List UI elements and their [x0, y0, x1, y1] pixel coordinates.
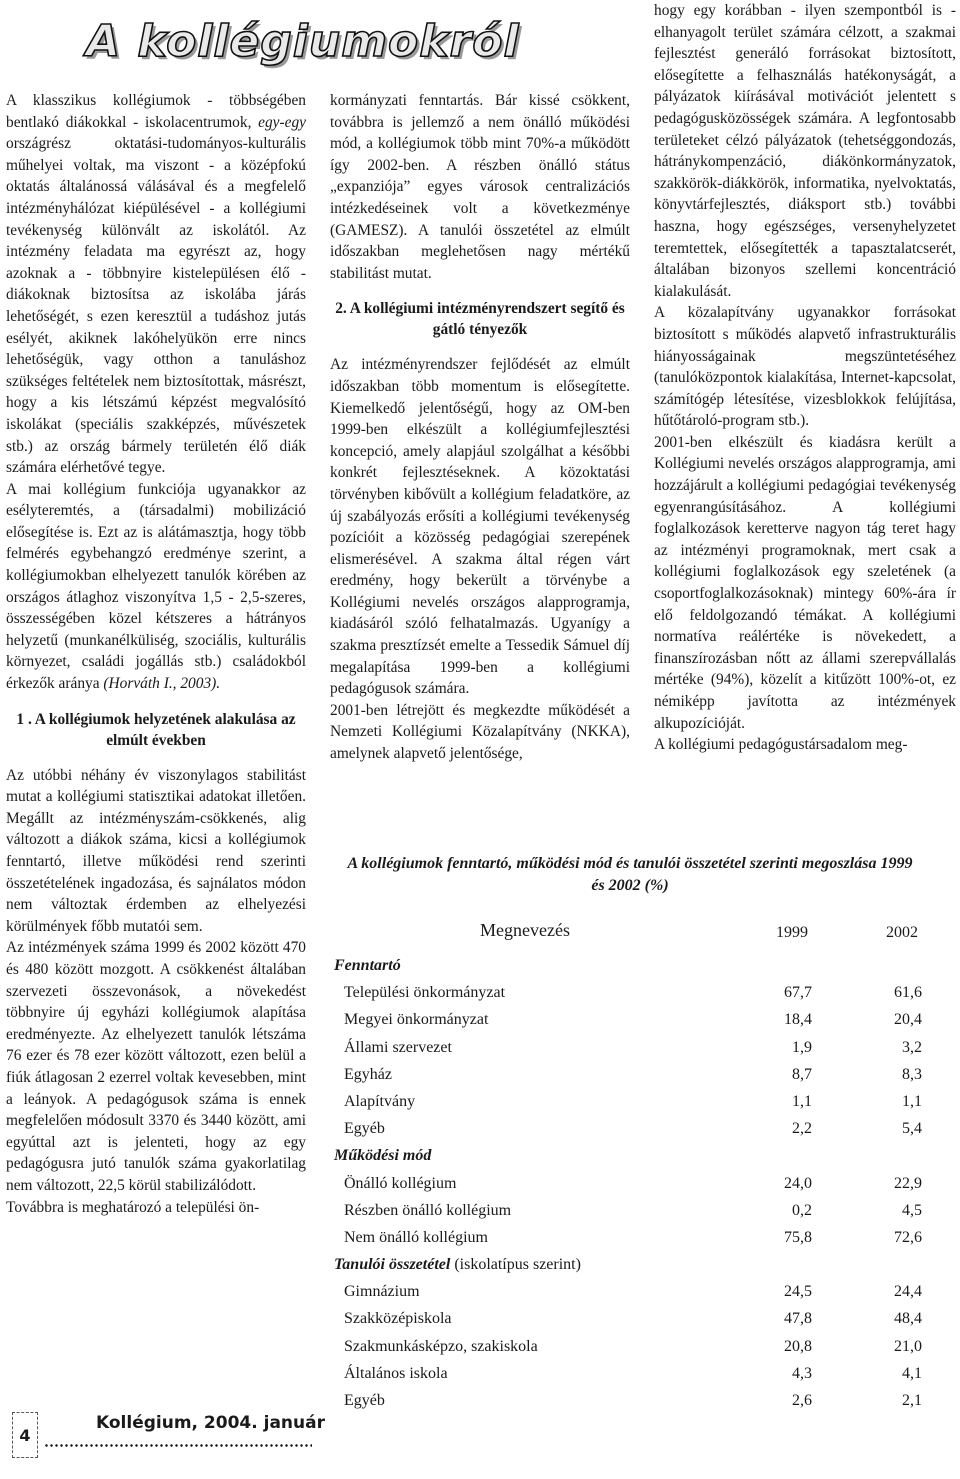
table-group-row: Fenntartó — [334, 957, 401, 974]
table-row: Részben önálló kollégium 0,2 4,5 — [344, 1201, 922, 1219]
table-row: Nem önálló kollégium 75,8 72,6 — [344, 1228, 922, 1246]
page-number: 4 — [12, 1412, 38, 1458]
table-row: Önálló kollégium 24,0 22,9 — [344, 1174, 922, 1192]
paragraph: kormányzati fenntartás. Bár kissé csökkent, továbbra is jellemző a nem önálló működési mód, a kollégiumok több mint 70%-a működött így 2002-ben. A részben önálló státus „expanziója” egyes városok centralizációs intézkedéseinek volt a következménye (GAMESZ). A tanulói összetétel az elmúlt időszakban meglehetősen nagy mértékű stabilitást mutat. — [330, 92, 630, 282]
table-row: Szakmunkásképzo, szakiskola 20,8 21,0 — [344, 1337, 922, 1355]
table-row: Gimnázium 24,5 24,4 — [344, 1283, 922, 1301]
header-cell: Megnevezés — [480, 920, 570, 940]
paragraph: 2001-ben létrejött és megkezdte működését a Nemzeti Kollégiumi Közalapítvány (NKKA), amelynek alapvető jelentősége, — [330, 701, 630, 763]
table-group-row: Működési mód — [334, 1147, 432, 1165]
table-group-row: Tanulói összetétel (iskolatípus szerint) — [334, 1256, 581, 1274]
paragraph: A kollégiumi pedagógustársadalom meg- — [654, 736, 908, 754]
paragraph: A közalapítvány ugyanakkor forrásokat biztosított s működés alapvető infrastrukturális hiányosságainak megszüntetéséhez (tanulóközpontok kialakítása, Internet-kapcsolat, számítógép létesítése, vizesblokkok felújítása, hűtőtároló-program stb.). — [654, 304, 956, 430]
table-row: Egyház 8,7 8,3 — [344, 1065, 922, 1083]
column-1 — [6, 90, 306, 1218]
paragraph: A mai kollégium funkciója ugyanakkor az esélyteremtés, a (társadalmi) mobilizáció elősegítése is. Ezt az is alátámasztja, hogy több felmérés egybehangzó eredménye szerint, a kollégiumokban elhelyezett tanulók körében az országos átlaghoz viszonyítva 1,5 - 2,5-szeres, összességében közel kétszeres a hátrányos helyzetű (munkanélküliség, szociális, kulturális környezet, családi jogállás stb.) családokból érkezők aránya (Horváth I., 2003). — [6, 480, 306, 693]
table-row: Megyei önkormányzat 18,4 20,4 — [344, 1011, 922, 1029]
paragraph: 2001-ben elkészült és kiadásra került a Kollégiumi nevelés országos alapprogramja, ami hozzájárult a kollégiumi pedagógiai tevékenység egyenrangúsításához. A kollégiumi foglalkozások keretterve nagyon tág teret hagy az intézményi programoknak, mert csak a kollégiumi foglalkozások egy szeletének (a csoportfoglalkozásoknak) mintegy 60%-ára ír elő feldolgozandó témákat. A kollégiumi normatíva reálértéke is növekedett, a finanszírozásban nőtt az állami szerepvállalás mértéke (94%), közelít a kitűzött 100%-ot, ez némiképp javította az intézmények alkupozícióját. — [654, 433, 956, 732]
paragraph: Az intézményrendszer fejlődését az elmúlt időszakban több momentum is elősegítette. Kiemelkedő jelentőségű, hogy az OM-ben 1999-ben elkészült a kollégiumfejlesztési koncepció, amely alapjául szolgálhat a későbbi konkrét fejlesztéseknek. A közoktatási törvényben kibővült a kollégium feladatköre, az új szabályozás erősíti a kollégiumi tevékenység pozícióit a közösség pedagógiai szerepének elismerésével. A szakma által régen várt eredmény, hogy bekerült a törvénybe a Kollégiumi nevelés országos alapprogramja, kiadásáról szóló felhatalmazás. Ugyanígy a szakma presztízsét emelte a Tessedik Sámuel díj megalapítása 1999-ben a kollégiumi pedagógusok számára. — [330, 356, 630, 698]
paragraph: Az intézmények száma 1999 és 2002 között 470 és 480 között mozgott. A csökkenést általában szervezeti összevonások, a növekedést többnyire új egyházi kollégiumok alapítása eredményezte. Az elhelyezett tanulók létszáma 76 ezer és 78 ezer között változott, ezen belül a fiúk átlagosan 2 ezerrel voltak kevesebben, mint a leányok. A pedagógusok száma is ennek megfelelően módosult 3370 és 3440 között, ami egyúttal azt is jelenteti, hogy az egy pedagógusra jutó tanulók száma gyakorlatilag nem változott, 22,5 körül stabilizálódott. — [6, 939, 306, 1194]
paragraph: A klasszikus kollégiumok - többségében bentlakó diákokkal - iskolacentrumok, egy-egy országrész oktatási-tudományos-kulturális műhelyei voltak, ma viszont - a középfokú oktatás általánossá válásával és a megfelelő intézményhálózat kiépülésével - a kollégiumi tevékenység különvált az iskolától. Az intézmény feladata ma egyrészt az, hogy azoknak a - többnyire kistelepülésen élő - diákoknak biztosítsa az iskolába járás lehetőségét, s ezen keresztül a tudáshoz jutás esélyét, akiknek lakóhelyükön erre nincs lehetőségük, vagy otthon a tanuláshoz szükséges feltételek nem biztosítottak, másrészt, hogy a kis létszámú képzést megvalósító iskolákat (speciális szakképzés, művészetek stb.) az ország bármely területén élő diák számára elérhetővé tegye. — [6, 92, 306, 477]
table-row: Alapítvány 1,1 1,1 — [344, 1092, 922, 1110]
table-row: Általános iskola 4,3 4,1 — [344, 1364, 922, 1382]
paragraph: Az utóbbi néhány év viszonylagos stabilitást mutat a kollégiumi statisztikai adatokat illetően. Megállt az intézményszám-csökkenés, alig változott a diákok száma, kicsi a kollégiumok fenntartó, illetve működési rend szerinti összetételének ingadozása, és sajnálatos módon nem változtak érdemben az elhelyezési körülmények főbb mutatói sem. — [6, 766, 306, 935]
section-heading-2: 2. A kollégiumi intézményrendszert segítő és gátló tényezők — [335, 300, 625, 339]
stats-table — [330, 918, 930, 1414]
header-cell: 2002 — [886, 924, 918, 941]
header-cell: 1999 — [776, 924, 808, 941]
table-header — [330, 918, 930, 952]
table-row: Szakközépiskola 47,8 48,4 — [344, 1310, 922, 1328]
table-row: Egyéb 2,6 2,1 — [344, 1392, 922, 1409]
table-row: Egyéb 2,2 5,4 — [344, 1120, 922, 1138]
column-2 — [330, 90, 630, 765]
table-caption: A kollégiumok fenntartó, működési mód és tanulói összetétel szerinti megoszlása 1999 és 2002 (%) — [347, 855, 913, 894]
paragraph: Továbbra is meghatározó a települési ön- — [6, 1198, 260, 1216]
column-3 — [654, 0, 956, 756]
table-row: Állami szervezet 1,9 3,2 — [344, 1038, 922, 1056]
paragraph: hogy egy korábban - ilyen szempontból is - elhanyagolt terület számára célzott, a szakmai fejlesztést generáló forrásokat biztosított, elősegítette a felhasználás hatékonyságát, a pályázatok kiírásával motivációt jelentett s pedagógusközösségek számára. A legfontosabb területeket célzó pályázatok (tehetséggondozás, hátránykompenzáció, diákönkormányzatok, szakkörök-diákkörök, informatika, nyelvoktatás, könyvtárfejlesztés, diáksport stb.) további haszna, hogy egészséges, versenyhelyzetet teremtettek, elősegítették a tapasztalatcserét, általában bizonyos szellemi koncentráció kialakulását. — [654, 2, 956, 300]
section-heading-1: 1 . A kollégiumok helyzetének alakulása az elmúlt években — [16, 710, 296, 749]
table-row: Települési önkormányzat 67,7 61,6 — [344, 984, 922, 1002]
footer-dotted-rule — [44, 1443, 312, 1449]
footer-publication-title: Kollégium, 2004. január — [96, 1413, 325, 1433]
page-title: A kollégiumokról — [86, 16, 520, 67]
